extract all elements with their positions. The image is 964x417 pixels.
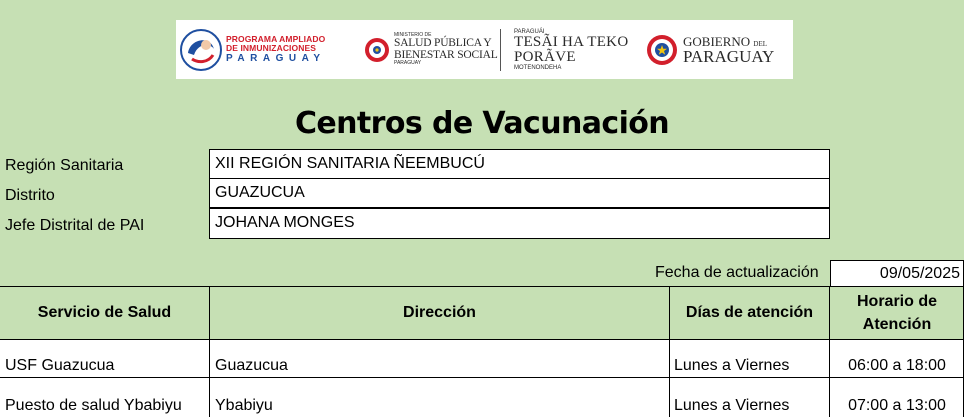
table-divider [209, 287, 210, 417]
paraguay-coat-of-arms-icon [646, 34, 678, 66]
region-value: XII REGIÓN SANITARIA ÑEEMBUCÚ [209, 149, 830, 179]
distrito-label: Distrito [5, 187, 55, 204]
row2-horario: 07:00 a 13:00 [848, 397, 946, 414]
header-horario: Horario de Atención [830, 287, 964, 339]
jefe-label: Jefe Distrital de PAI [5, 217, 145, 234]
row1-dias: Lunes a Viernes [674, 357, 790, 374]
pai-line2: DE INMUNIZACIONES [226, 42, 317, 53]
msp-line1: SALUD PÚBLICA Y [394, 37, 492, 49]
gobierno-line1: GOBIERNO DEL [683, 33, 768, 49]
tesai-small2: MOTENONDEHA [514, 64, 562, 71]
logo-divider [500, 29, 501, 71]
msp-logo [364, 20, 514, 79]
row2-dias: Lunes a Viernes [674, 397, 790, 414]
msp-small2: PARAGUAY [394, 60, 422, 66]
page-title: Centros de Vacunación [294, 106, 670, 141]
distrito-value: GUAZUCUA [209, 179, 830, 208]
msp-small: MINISTERIO DE [394, 32, 432, 38]
fecha-label: Fecha de actualización [655, 264, 819, 281]
jefe-value: JOHANA MONGES [209, 208, 830, 239]
table-divider [669, 287, 670, 417]
table-rule [0, 339, 964, 340]
row2-direccion: Ybabiyu [215, 397, 273, 414]
header-direccion: Dirección [210, 287, 669, 339]
logo-banner [176, 20, 793, 79]
row1-direccion: Guazucua [215, 357, 288, 374]
centers-table [0, 286, 964, 417]
paraguay-seal-icon [364, 37, 390, 63]
row1-servicio: USF Guazucua [5, 357, 115, 374]
row1-horario: 06:00 a 18:00 [848, 357, 946, 374]
tesai-small: PARAGUÁI [514, 28, 545, 35]
gobierno-line2: PARAGUAY [683, 46, 775, 66]
fecha-value: 09/05/2025 [830, 260, 964, 286]
row2-servicio: Puesto de salud Ybabiyu [5, 397, 182, 414]
pai-emblem-icon [180, 29, 222, 71]
table-rule [0, 377, 964, 378]
tesai-line2: PORÃVE [514, 48, 576, 65]
region-label: Región Sanitaria [5, 157, 124, 174]
tesai-line1: TESÃI HA TEKO [514, 33, 629, 50]
header-dias: Días de atención [670, 287, 829, 339]
pai-logo [176, 20, 364, 79]
tesai-logo [514, 20, 646, 79]
pai-line3: PARAGUAY [226, 53, 326, 64]
pai-line1: PROGRAMA AMPLIADO [226, 34, 326, 44]
header-servicio: Servicio de Salud [0, 287, 209, 339]
gobierno-logo [646, 20, 786, 79]
msp-line2: BIENESTAR SOCIAL [394, 48, 498, 61]
